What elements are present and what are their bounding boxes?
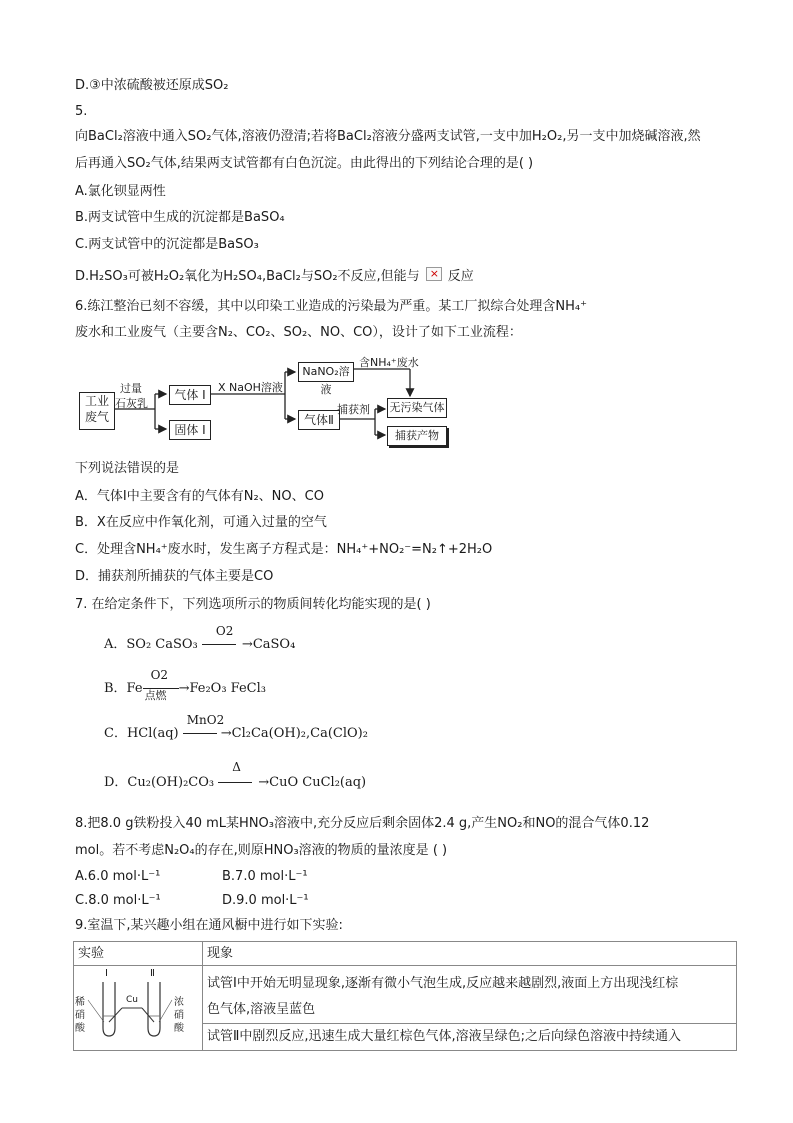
q7-d-arrowhead: → xyxy=(258,775,270,790)
q9-row1-line2: 色气体,溶液呈蓝色 xyxy=(207,1002,316,1017)
flow-source-box: 工业 废气 xyxy=(79,392,115,430)
q7-option-d xyxy=(104,760,367,792)
q8-option-d: D.9.0 mol·L⁻¹ xyxy=(222,893,309,908)
q9-table xyxy=(73,941,737,1051)
q7-b-condition-bottom: 点燃 xyxy=(144,689,167,702)
flow-product-box: 捕获产物 xyxy=(387,426,447,446)
q9-row2-phenomenon: 试管Ⅱ中剧烈反应,迅速生成大量红棕色气体,溶液呈绿色;之后向绿色溶液中持续通入 xyxy=(203,1024,737,1051)
q6-option-a: A．气体I中主要含有的气体有N₂、NO、CO xyxy=(75,489,324,504)
q6-ask: 下列说法错误的是 xyxy=(75,461,180,476)
q5-option-d-text: D.H₂SO₃可被H₂O₂氧化为H₂SO₄,BaCl₂与SO₂不反应,但能与 xyxy=(75,269,420,284)
q9-apparatus-figure xyxy=(74,966,202,1052)
flow-nano2-box: NaNO₂溶液 xyxy=(298,362,354,382)
flow-clean-gas-box: 无污染气体 xyxy=(387,398,447,418)
q7-b-arrowhead: → xyxy=(178,681,190,696)
q7-b-condition-top: O2 xyxy=(150,668,169,682)
tube-2-label: Ⅱ xyxy=(150,968,155,979)
q9-apparatus-cell xyxy=(74,966,203,1051)
q6-option-c: C．处理含NH₄⁺废水时，发生离子方程式是：NH₄⁺+NO₂⁻=N₂↑+2H₂O xyxy=(75,542,493,557)
q9-header-experiment: 实验 xyxy=(74,942,203,966)
q7-c-arrow xyxy=(183,713,225,734)
flow-solid1-box: 固体 I xyxy=(169,420,211,440)
q7-c-product: Cl₂Ca(OH)₂,Ca(ClO)₂ xyxy=(231,726,368,741)
flow-gas1-box: 气体 I xyxy=(169,385,211,405)
q5-option-b: B.两支试管中生成的沉淀都是BaSO₄ xyxy=(75,210,285,225)
q9-header-phenomenon: 现象 xyxy=(203,942,737,966)
q7-c-condition: MnO2 xyxy=(186,713,225,727)
q9-row1-line1: 试管Ⅰ中开始无明显现象,逐渐有微小气泡生成,反应越来越剧烈,液面上方出现浅红棕 xyxy=(207,976,679,991)
q4-option-d: D.③中浓硫酸被还原成SO₂ xyxy=(75,78,229,93)
flow-reagent1-bottom: 石灰乳 xyxy=(115,397,148,410)
q6-option-d: D．捕获剂所捕获的气体主要是CO xyxy=(75,569,274,584)
q8-option-b: B.7.0 mol·L⁻¹ xyxy=(222,869,308,884)
q9-stem: 9.室温下,某兴趣小组在通风橱中进行如下实验: xyxy=(75,918,343,933)
q7-option-c xyxy=(104,713,368,743)
q5-stem-line2: 后再通入SO₂气体,结果两支试管都有白色沉淀。由此得出的下列结论合理的是( ) xyxy=(75,156,534,171)
q6-stem-line1: 6.练江整治已刻不容缓，其中以印染工业造成的污染最为严重。某工厂拟综合处理含NH₄⁺ xyxy=(75,299,587,314)
flow-reagent-x: X NaOH溶液 xyxy=(218,381,283,394)
concentrated-nitric-acid-label: 浓 硝 酸 xyxy=(174,997,184,1034)
q7-a-condition: O2 xyxy=(215,624,234,638)
q7-b-product: Fe₂O₃ FeCl₃ xyxy=(189,681,267,696)
q8-option-c: C.8.0 mol·L⁻¹ xyxy=(75,893,161,908)
q5-option-c: C.两支试管中的沉淀都是BaSO₃ xyxy=(75,237,259,252)
q5-option-d xyxy=(75,267,474,286)
tube-1-label: I xyxy=(105,968,108,979)
q9-row1-phenomenon xyxy=(203,966,737,1024)
q7-a-product: CaSO₄ xyxy=(252,637,296,652)
q6-option-b: B．X在反应中作氧化剂，可通入过量的空气 xyxy=(75,515,327,530)
q7-d-condition: Δ xyxy=(232,760,241,774)
copper-label: Cu xyxy=(126,995,138,1005)
q5-option-d-end: 反应 xyxy=(447,269,474,284)
flow-gas2-box: 气体Ⅱ xyxy=(298,410,340,430)
q7-d-reactant: D．Cu₂(OH)₂CO₃ xyxy=(104,775,215,790)
q7-a-arrow xyxy=(202,624,242,645)
q7-stem: 7. 在给定条件下，下列选项所示的物质间转化均能实现的是( ) xyxy=(75,597,431,612)
q7-c-reactant: C．HCl(aq) xyxy=(104,726,179,741)
q7-option-b xyxy=(104,668,267,702)
q7-a-arrowhead: → xyxy=(241,637,253,652)
q7-b-arrow xyxy=(143,668,179,702)
flow-reagent1-top: 过量 xyxy=(120,382,142,395)
q7-a-reactants: A．SO₂ CaSO₃ xyxy=(104,637,198,652)
q7-c-arrowhead: → xyxy=(220,726,232,741)
q5-stem-line1: 向BaCl₂溶液中通入SO₂气体,溶液仍澄清;若将BaCl₂溶液分盛两支试管,一支中加H₂O₂,另一支中加烧碱溶液,然 xyxy=(75,129,701,144)
q8-option-a: A.6.0 mol·L⁻¹ xyxy=(75,869,161,884)
flow-capture-agent: 捕获剂 xyxy=(337,403,370,416)
flow-diagram xyxy=(75,352,455,452)
q7-d-product: CuO CuCl₂(aq) xyxy=(269,775,367,790)
q6-stem-line2: 废水和工业废气（主要含N₂、CO₂、SO₂、NO、CO），设计了如下工业流程： xyxy=(75,325,522,340)
q7-d-arrow xyxy=(218,760,258,783)
q5-option-a: A.氯化钡显两性 xyxy=(75,184,166,199)
q8-stem-line2: mol。若不考虑N₂O₄的存在,则原HNO₃溶液的物质的量浓度是 ( ) xyxy=(75,843,448,858)
q7-b-reactant: B．Fe xyxy=(104,681,143,696)
dilute-nitric-acid-label: 稀 硝 酸 xyxy=(75,997,85,1034)
broken-image-icon xyxy=(426,267,442,281)
q7-option-a xyxy=(104,624,296,654)
q8-stem-line1: 8.把8.0 g铁粉投入40 mL某HNO₃溶液中,充分反应后剩余固体2.4 g,产生NO₂和NO的混合气体0.12 xyxy=(75,816,650,831)
q5-number: 5. xyxy=(75,104,88,119)
flow-nh4-wastewater: 含NH₄⁺废水 xyxy=(359,356,419,369)
